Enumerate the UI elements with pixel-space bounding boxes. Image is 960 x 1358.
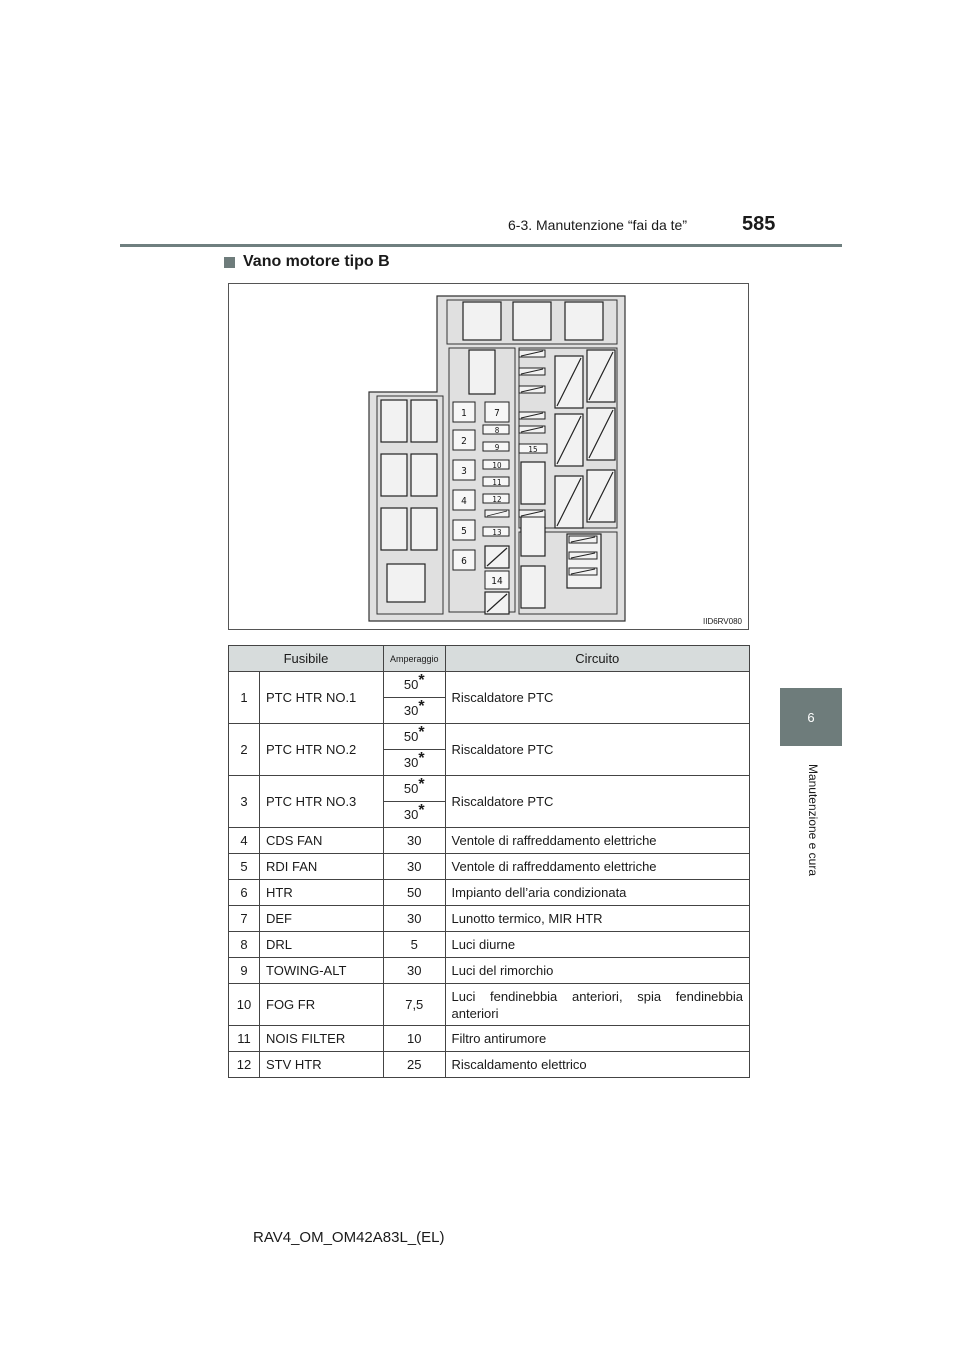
fuse-number: 7 bbox=[229, 906, 260, 932]
table-row bbox=[229, 932, 750, 958]
fuse-circuit: Lunotto termico, MIR HTR bbox=[445, 906, 749, 932]
table-row bbox=[229, 880, 750, 906]
square-bullet-icon bbox=[224, 257, 235, 268]
fuse-amperage: 30 bbox=[384, 906, 446, 932]
fuse-number: 8 bbox=[229, 932, 260, 958]
header-amperage: Amperaggio bbox=[384, 646, 446, 672]
table-header-row bbox=[229, 646, 750, 672]
fuse-label-6: 6 bbox=[461, 556, 467, 567]
fuse-label-7: 7 bbox=[494, 408, 500, 419]
fuse-label-10: 10 bbox=[492, 461, 502, 470]
asterisk-note: * bbox=[418, 776, 425, 793]
diagram-code: IID6RV080 bbox=[703, 617, 742, 626]
fuse-circuit: Impianto dell’aria condizionata bbox=[445, 880, 749, 906]
fuse-number: 11 bbox=[229, 1026, 260, 1052]
asterisk-note: * bbox=[418, 698, 425, 715]
fuse-amperage: 10 bbox=[384, 1026, 446, 1052]
fuse-amperage: 30 bbox=[384, 828, 446, 854]
chapter-label: Manutenzione e cura bbox=[806, 763, 820, 877]
fuse-label-11: 11 bbox=[492, 478, 502, 487]
fuse-amperage: 30* bbox=[384, 750, 446, 776]
fuse-amperage: 30* bbox=[384, 698, 446, 724]
chapter-number: 6 bbox=[807, 709, 815, 725]
fuse-name: STV HTR bbox=[260, 1052, 384, 1078]
table-row bbox=[229, 1052, 750, 1078]
fuse-name: DEF bbox=[260, 906, 384, 932]
fuse-label-4: 4 bbox=[461, 496, 467, 507]
chapter-tab[interactable] bbox=[780, 688, 842, 746]
fuse-number: 9 bbox=[229, 958, 260, 984]
fuse-circuit: Filtro antirumore bbox=[445, 1026, 749, 1052]
fuse-number: 1 bbox=[229, 672, 260, 724]
table-row bbox=[229, 1026, 750, 1052]
fuse-box-drawing bbox=[229, 284, 748, 629]
fuse-number: 4 bbox=[229, 828, 260, 854]
fuse-label-14: 14 bbox=[491, 576, 503, 587]
fuse-circuit: Ventole di raffreddamento elettriche bbox=[445, 828, 749, 854]
section-heading bbox=[224, 253, 390, 271]
fuse-amperage: 50* bbox=[384, 724, 446, 750]
fuse-circuit: Luci diurne bbox=[445, 932, 749, 958]
fuse-amperage: 30 bbox=[384, 958, 446, 984]
fuse-name: RDI FAN bbox=[260, 854, 384, 880]
fuse-circuit: Luci del rimorchio bbox=[445, 958, 749, 984]
fuse-label-1: 1 bbox=[461, 408, 467, 419]
fuse-name: PTC HTR NO.1 bbox=[260, 672, 384, 724]
fuse-label-12: 12 bbox=[492, 495, 502, 504]
asterisk-note: * bbox=[418, 724, 425, 741]
asterisk-note: * bbox=[418, 672, 425, 689]
header-fuse: Fusibile bbox=[229, 646, 384, 672]
document-footer: RAV4_OM_OM42A83L_(EL) bbox=[253, 1229, 445, 1246]
fuse-name: FOG FR bbox=[260, 984, 384, 1026]
fuse-table bbox=[228, 645, 750, 1078]
fuse-number: 6 bbox=[229, 880, 260, 906]
fuse-amperage: 5 bbox=[384, 932, 446, 958]
fuse-number: 10 bbox=[229, 984, 260, 1026]
fuse-circuit: Riscaldatore PTC bbox=[445, 672, 749, 724]
fuse-label-2: 2 bbox=[461, 436, 467, 447]
asterisk-note: * bbox=[418, 750, 425, 767]
fuse-circuit: Luci fendinebbia anteriori, spia fendinebbia anteriori bbox=[445, 984, 749, 1026]
fuse-name: PTC HTR NO.3 bbox=[260, 776, 384, 828]
fuse-number: 5 bbox=[229, 854, 260, 880]
fuse-name: CDS FAN bbox=[260, 828, 384, 854]
fuse-number: 2 bbox=[229, 724, 260, 776]
section-heading-text: Vano motore tipo B bbox=[243, 253, 390, 270]
fuse-label-9: 9 bbox=[494, 443, 500, 452]
fuse-circuit: Riscaldatore PTC bbox=[445, 776, 749, 828]
fuse-amperage: 7,5 bbox=[384, 984, 446, 1026]
fuse-number: 12 bbox=[229, 1052, 260, 1078]
section-title: 6-3. Manutenzione “fai da te” bbox=[508, 217, 687, 233]
header-circuit: Circuito bbox=[445, 646, 749, 672]
table-row bbox=[229, 854, 750, 880]
table-row bbox=[229, 672, 750, 698]
fuse-circuit: Ventole di raffreddamento elettriche bbox=[445, 854, 749, 880]
fuse-label-5: 5 bbox=[461, 526, 467, 537]
fuse-amperage: 50* bbox=[384, 672, 446, 698]
fuse-name: NOIS FILTER bbox=[260, 1026, 384, 1052]
fuse-circuit: Riscaldatore PTC bbox=[445, 724, 749, 776]
fuse-name: DRL bbox=[260, 932, 384, 958]
table-row bbox=[229, 724, 750, 750]
fuse-label-3: 3 bbox=[461, 466, 467, 477]
asterisk-note: * bbox=[418, 802, 425, 819]
fuse-number: 3 bbox=[229, 776, 260, 828]
table-row bbox=[229, 958, 750, 984]
table-row bbox=[229, 776, 750, 802]
fuse-amperage: 30* bbox=[384, 802, 446, 828]
fuse-label-15: 15 bbox=[528, 445, 538, 454]
fuse-name: TOWING-ALT bbox=[260, 958, 384, 984]
fuse-amperage: 50* bbox=[384, 776, 446, 802]
fuse-box-diagram bbox=[228, 283, 749, 630]
fuse-amperage: 25 bbox=[384, 1052, 446, 1078]
table-row bbox=[229, 906, 750, 932]
fuse-name: PTC HTR NO.2 bbox=[260, 724, 384, 776]
page-number: 585 bbox=[742, 213, 776, 235]
table-row bbox=[229, 828, 750, 854]
table-row bbox=[229, 984, 750, 1026]
fuse-label-8: 8 bbox=[494, 426, 500, 435]
fuse-amperage: 30 bbox=[384, 854, 446, 880]
fuse-amperage: 50 bbox=[384, 880, 446, 906]
fuse-name: HTR bbox=[260, 880, 384, 906]
fuse-label-13: 13 bbox=[492, 528, 502, 537]
header-divider bbox=[120, 244, 842, 247]
fuse-circuit: Riscaldamento elettrico bbox=[445, 1052, 749, 1078]
